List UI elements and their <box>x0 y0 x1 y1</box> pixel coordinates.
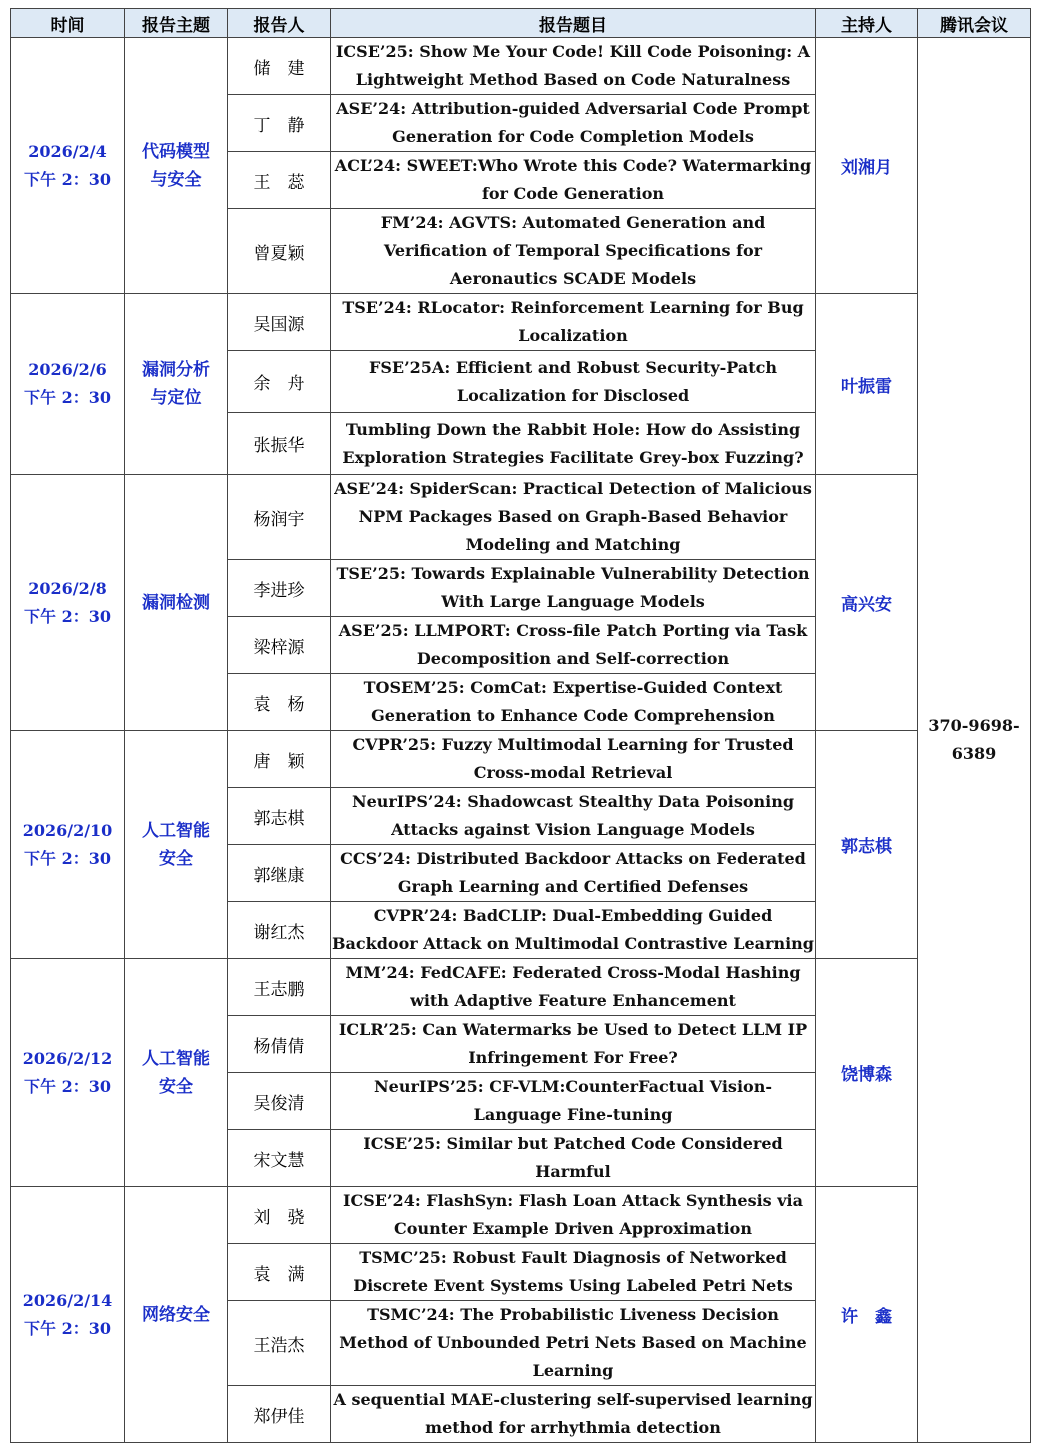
talk-title: A sequential MAE-clustering self-supervised learning method for arrhythmia detection <box>331 1386 816 1443</box>
topic-line: 漏洞分析 <box>142 360 210 380</box>
session-host: 许 鑫 <box>816 1187 918 1443</box>
session-host: 刘湘月 <box>816 38 918 294</box>
talk-title: TOSEM’25: ComCat: Expertise-Guided Context Generation to Enhance Code Comprehension <box>331 674 816 731</box>
speaker-name: 袁 杨 <box>228 674 331 731</box>
header-time: 时间 <box>11 9 125 38</box>
topic-line: 网络安全 <box>142 1304 210 1325</box>
speaker-name: 刘 骁 <box>228 1187 331 1244</box>
session-date: 2026/2/14 <box>22 1290 113 1310</box>
table-row <box>11 731 1031 788</box>
speaker-name: 曾夏颖 <box>228 209 331 294</box>
session-datetime <box>11 959 125 1187</box>
session-date: 2026/2/4 <box>28 141 107 161</box>
session-topic <box>125 1187 228 1443</box>
topic-line: 漏洞检测 <box>142 592 210 613</box>
talk-title: ICSE’24: FlashSyn: Flash Loan Attack Synthesis via Counter Example Driven Approximation <box>331 1187 816 1244</box>
talk-title: NeurIPS’25: CF-VLM:CounterFactual Vision-Language Fine-tuning <box>331 1073 816 1130</box>
session-date: 2026/2/6 <box>28 360 107 379</box>
header-speaker: 报告人 <box>228 9 331 38</box>
session-datetime <box>11 731 125 959</box>
session-time: 下午 2：30 <box>24 606 111 626</box>
talk-title: ICLR’25: Can Watermarks be Used to Detect LLM IP Infringement For Free? <box>331 1016 816 1073</box>
header-row <box>11 9 1031 38</box>
session-datetime <box>11 475 125 731</box>
session-host: 高兴安 <box>816 475 918 731</box>
speaker-name: 杨倩倩 <box>228 1016 331 1073</box>
session-time: 下午 2：30 <box>24 1318 111 1338</box>
session-time: 下午 2：30 <box>24 1076 111 1096</box>
header-title: 报告题目 <box>331 9 816 38</box>
meeting-id <box>918 38 1031 1443</box>
session-topic <box>125 294 228 475</box>
table-row <box>11 38 1031 95</box>
talk-title: TSE’25: Towards Explainable Vulnerability Detection With Large Language Models <box>331 560 816 617</box>
talk-title: ASE’24: Attribution-guided Adversarial Code Prompt Generation for Code Completion Models <box>331 95 816 152</box>
session-datetime <box>11 294 125 475</box>
header-meeting: 腾讯会议 <box>918 9 1031 38</box>
session-date: 2026/2/12 <box>22 1048 113 1068</box>
meeting-id-line: 370-9698- <box>928 716 1020 735</box>
talk-title: TSMC’25: Robust Fault Diagnosis of Networked Discrete Event Systems Using Labeled Petri Nets <box>331 1244 816 1301</box>
session-host: 郭志棋 <box>816 731 918 959</box>
table-row <box>11 294 1031 351</box>
topic-line: 与安全 <box>150 169 202 190</box>
talk-title: ICSE’25: Similar but Patched Code Considered Harmful <box>331 1130 816 1187</box>
speaker-name: 郑伊佳 <box>228 1386 331 1443</box>
talk-title: TSE’24: RLocator: Reinforcement Learning for Bug Localization <box>331 294 816 351</box>
schedule-table <box>10 8 1031 1443</box>
session-date: 2026/2/8 <box>28 578 107 598</box>
speaker-name: 李进珍 <box>228 560 331 617</box>
session-host: 叶振雷 <box>816 294 918 475</box>
talk-title: Tumbling Down the Rabbit Hole: How do Assisting Exploration Strategies Facilitate Grey-box Fuzzing? <box>331 413 816 475</box>
session-host: 饶博森 <box>816 959 918 1187</box>
session-topic <box>125 959 228 1187</box>
speaker-name: 丁 静 <box>228 95 331 152</box>
talk-title: ACL’24: SWEET:Who Wrote this Code? Watermarking for Code Generation <box>331 152 816 209</box>
speaker-name: 吴俊清 <box>228 1073 331 1130</box>
speaker-name: 袁 满 <box>228 1244 331 1301</box>
speaker-name: 吴国源 <box>228 294 331 351</box>
session-topic <box>125 38 228 294</box>
table-row <box>11 475 1031 560</box>
topic-line: 安全 <box>159 1076 193 1097</box>
talk-title: CVPR’24: BadCLIP: Dual-Embedding Guided Backdoor Attack on Multimodal Contrastive Learning <box>331 902 816 959</box>
session-date: 2026/2/10 <box>22 820 113 840</box>
talk-title: CCS’24: Distributed Backdoor Attacks on Federated Graph Learning and Certified Defenses <box>331 845 816 902</box>
speaker-name: 王 蕊 <box>228 152 331 209</box>
speaker-name: 谢红杰 <box>228 902 331 959</box>
table-row <box>11 1187 1031 1244</box>
table-row <box>11 959 1031 1016</box>
talk-title: FSE’25A: Efficient and Robust Security-Patch Localization for Disclosed <box>331 351 816 413</box>
talk-title: NeurIPS’24: Shadowcast Stealthy Data Poisoning Attacks against Vision Language Models <box>331 788 816 845</box>
meeting-id-line: 6389 <box>951 744 997 763</box>
talk-title: ICSE’25: Show Me Your Code! Kill Code Poisoning: A Lightweight Method Based on Code Naturalness <box>331 38 816 95</box>
topic-line: 人工智能 <box>142 820 210 841</box>
session-time: 下午 2：30 <box>24 169 111 189</box>
speaker-name: 郭继康 <box>228 845 331 902</box>
session-time: 下午 2：30 <box>24 848 111 868</box>
session-time: 下午 2：30 <box>24 388 111 407</box>
session-datetime <box>11 38 125 294</box>
session-topic <box>125 475 228 731</box>
header-topic: 报告主题 <box>125 9 228 38</box>
talk-title: MM’24: FedCAFE: Federated Cross-Modal Hashing with Adaptive Feature Enhancement <box>331 959 816 1016</box>
session-topic <box>125 731 228 959</box>
speaker-name: 王浩杰 <box>228 1301 331 1386</box>
talk-title: CVPR’25: Fuzzy Multimodal Learning for Trusted Cross-modal Retrieval <box>331 731 816 788</box>
speaker-name: 储 建 <box>228 38 331 95</box>
session-datetime <box>11 1187 125 1443</box>
speaker-name: 张振华 <box>228 413 331 475</box>
talk-title: ASE’24: SpiderScan: Practical Detection of Malicious NPM Packages Based on Graph-Based Behavior Modeling and Matching <box>331 475 816 560</box>
talk-title: ASE’25: LLMPORT: Cross-file Patch Porting via Task Decomposition and Self-correction <box>331 617 816 674</box>
speaker-name: 杨润宇 <box>228 475 331 560</box>
speaker-name: 梁梓源 <box>228 617 331 674</box>
speaker-name: 王志鹏 <box>228 959 331 1016</box>
speaker-name: 余 舟 <box>228 351 331 413</box>
speaker-name: 宋文慧 <box>228 1130 331 1187</box>
talk-title: FM’24: AGVTS: Automated Generation and Verification of Temporal Specifications for Aeronautics SCADE Models <box>331 209 816 294</box>
header-host: 主持人 <box>816 9 918 38</box>
talk-title: TSMC’24: The Probabilistic Liveness Decision Method of Unbounded Petri Nets Based on Machine Learning <box>331 1301 816 1386</box>
speaker-name: 唐 颖 <box>228 731 331 788</box>
topic-line: 安全 <box>159 848 193 869</box>
speaker-name: 郭志棋 <box>228 788 331 845</box>
topic-line: 与定位 <box>150 388 202 408</box>
topic-line: 代码模型 <box>142 141 210 162</box>
topic-line: 人工智能 <box>142 1048 210 1069</box>
